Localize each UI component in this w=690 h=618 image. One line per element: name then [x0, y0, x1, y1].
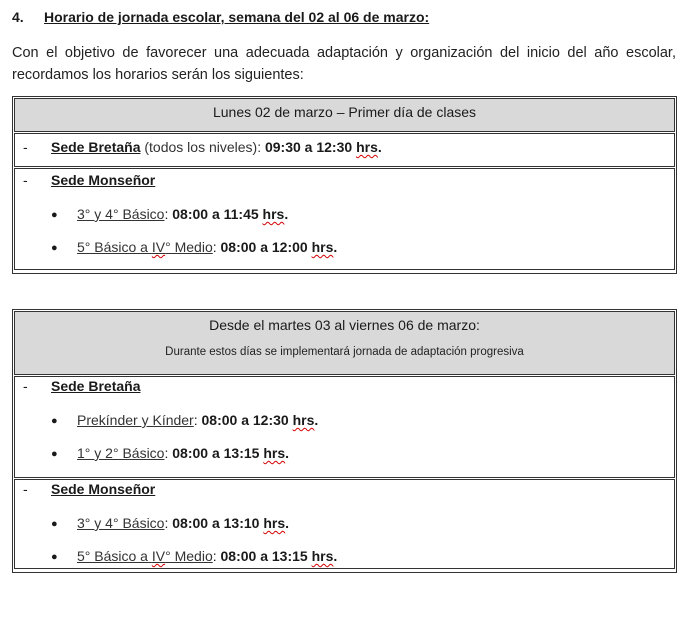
- level-label: 1° y 2° Básico: [77, 445, 165, 461]
- level-label: [77, 548, 213, 564]
- level-prefix: 5° Básico a: [77, 548, 152, 564]
- level-label: Prekínder y Kínder: [77, 412, 194, 428]
- suffix: .: [284, 206, 289, 222]
- list-item: [51, 239, 337, 255]
- suffix: .: [314, 412, 319, 428]
- dash-marker: -: [23, 172, 28, 188]
- separator: :: [212, 548, 221, 564]
- separator: :: [164, 445, 173, 461]
- sede-name: Sede Monseñor: [51, 481, 156, 497]
- level-label: 3° y 4° Básico: [77, 206, 165, 222]
- hrs-text: hrs: [292, 412, 315, 428]
- dash-marker: -: [23, 139, 28, 155]
- dash-marker: -: [23, 378, 28, 394]
- list-item: [51, 548, 337, 564]
- suffix: .: [333, 239, 338, 255]
- intro-paragraph: Con el objetivo de favorecer una adecuada adaptación y organización del inicio del año escolar, recordamos los horarios serán los siguientes:: [12, 45, 676, 83]
- suffix: .: [285, 515, 290, 531]
- level-roman: IV: [151, 548, 166, 564]
- schedule-time: 08:00 a 11:45: [172, 206, 263, 222]
- suffix: .: [377, 139, 382, 155]
- level-label: 3° y 4° Básico: [77, 515, 165, 531]
- schedule-time: 08:00 a 13:15: [220, 548, 312, 564]
- table-header-monday: [14, 98, 675, 132]
- hrs-text: hrs: [311, 548, 334, 564]
- hrs-text: hrs: [263, 515, 286, 531]
- row-sede-bretana: [14, 376, 675, 478]
- level-prefix: 5° Básico a: [77, 239, 152, 255]
- schedule-table-week: [12, 309, 677, 573]
- sede-name: Sede Monseñor: [51, 172, 156, 188]
- header-title: Lunes 02 de marzo – Primer día de clases: [212, 104, 477, 120]
- separator: :: [212, 239, 221, 255]
- header-title: Desde el martes 03 al viernes 06 de marzo:: [209, 317, 480, 333]
- separator: :: [193, 412, 202, 428]
- schedule-time: 08:00 a 12:00: [220, 239, 312, 255]
- bullet-icon: ●: [51, 242, 58, 254]
- schedule-time: 08:00 a 13:10: [172, 515, 264, 531]
- bullet-icon: ●: [51, 415, 58, 427]
- list-item: [51, 206, 288, 222]
- level-suffix: ° Medio: [165, 548, 213, 564]
- bullet-icon: ●: [51, 551, 58, 563]
- section-number: 4.: [12, 9, 24, 25]
- schedule-table-monday: [12, 96, 677, 274]
- list-item: [51, 445, 289, 461]
- list-item: [51, 515, 289, 531]
- schedule-time: 08:00 a 13:15: [172, 445, 264, 461]
- hrs-text: hrs: [262, 206, 285, 222]
- hrs-text: hrs: [356, 139, 378, 155]
- level-roman: IV: [151, 239, 166, 255]
- row-sede-monsenor: [14, 479, 675, 569]
- row-sede-bretana: [14, 133, 675, 167]
- list-item: [51, 412, 318, 428]
- separator: :: [164, 515, 173, 531]
- header-subtitle: Durante estos días se implementará jornada de adaptación progresiva: [165, 346, 524, 358]
- schedule-time: 08:00 a 12:30: [201, 412, 293, 428]
- sede-detail: (todos los niveles):: [140, 139, 265, 155]
- sede-name: Sede Bretaña: [51, 139, 141, 155]
- sede-name: Sede Bretaña: [51, 378, 141, 394]
- section-heading: [12, 9, 429, 25]
- dash-marker: -: [23, 481, 28, 497]
- separator: :: [164, 206, 173, 222]
- table-header-week: [14, 311, 675, 375]
- bullet-icon: ●: [51, 518, 58, 530]
- row-sede-monsenor: [14, 168, 675, 270]
- bullet-icon: ●: [51, 448, 58, 460]
- suffix: .: [333, 548, 338, 564]
- schedule-time: 09:30 a 12:30: [264, 139, 357, 155]
- level-label: [77, 239, 213, 255]
- sede-bretana-line: [51, 139, 382, 155]
- bullet-icon: ●: [51, 209, 58, 221]
- hrs-text: hrs: [263, 445, 286, 461]
- level-suffix: ° Medio: [165, 239, 213, 255]
- hrs-text: hrs: [311, 239, 334, 255]
- section-title: Horario de jornada escolar, semana del 02 al 06 de marzo:: [44, 9, 430, 25]
- suffix: .: [285, 445, 290, 461]
